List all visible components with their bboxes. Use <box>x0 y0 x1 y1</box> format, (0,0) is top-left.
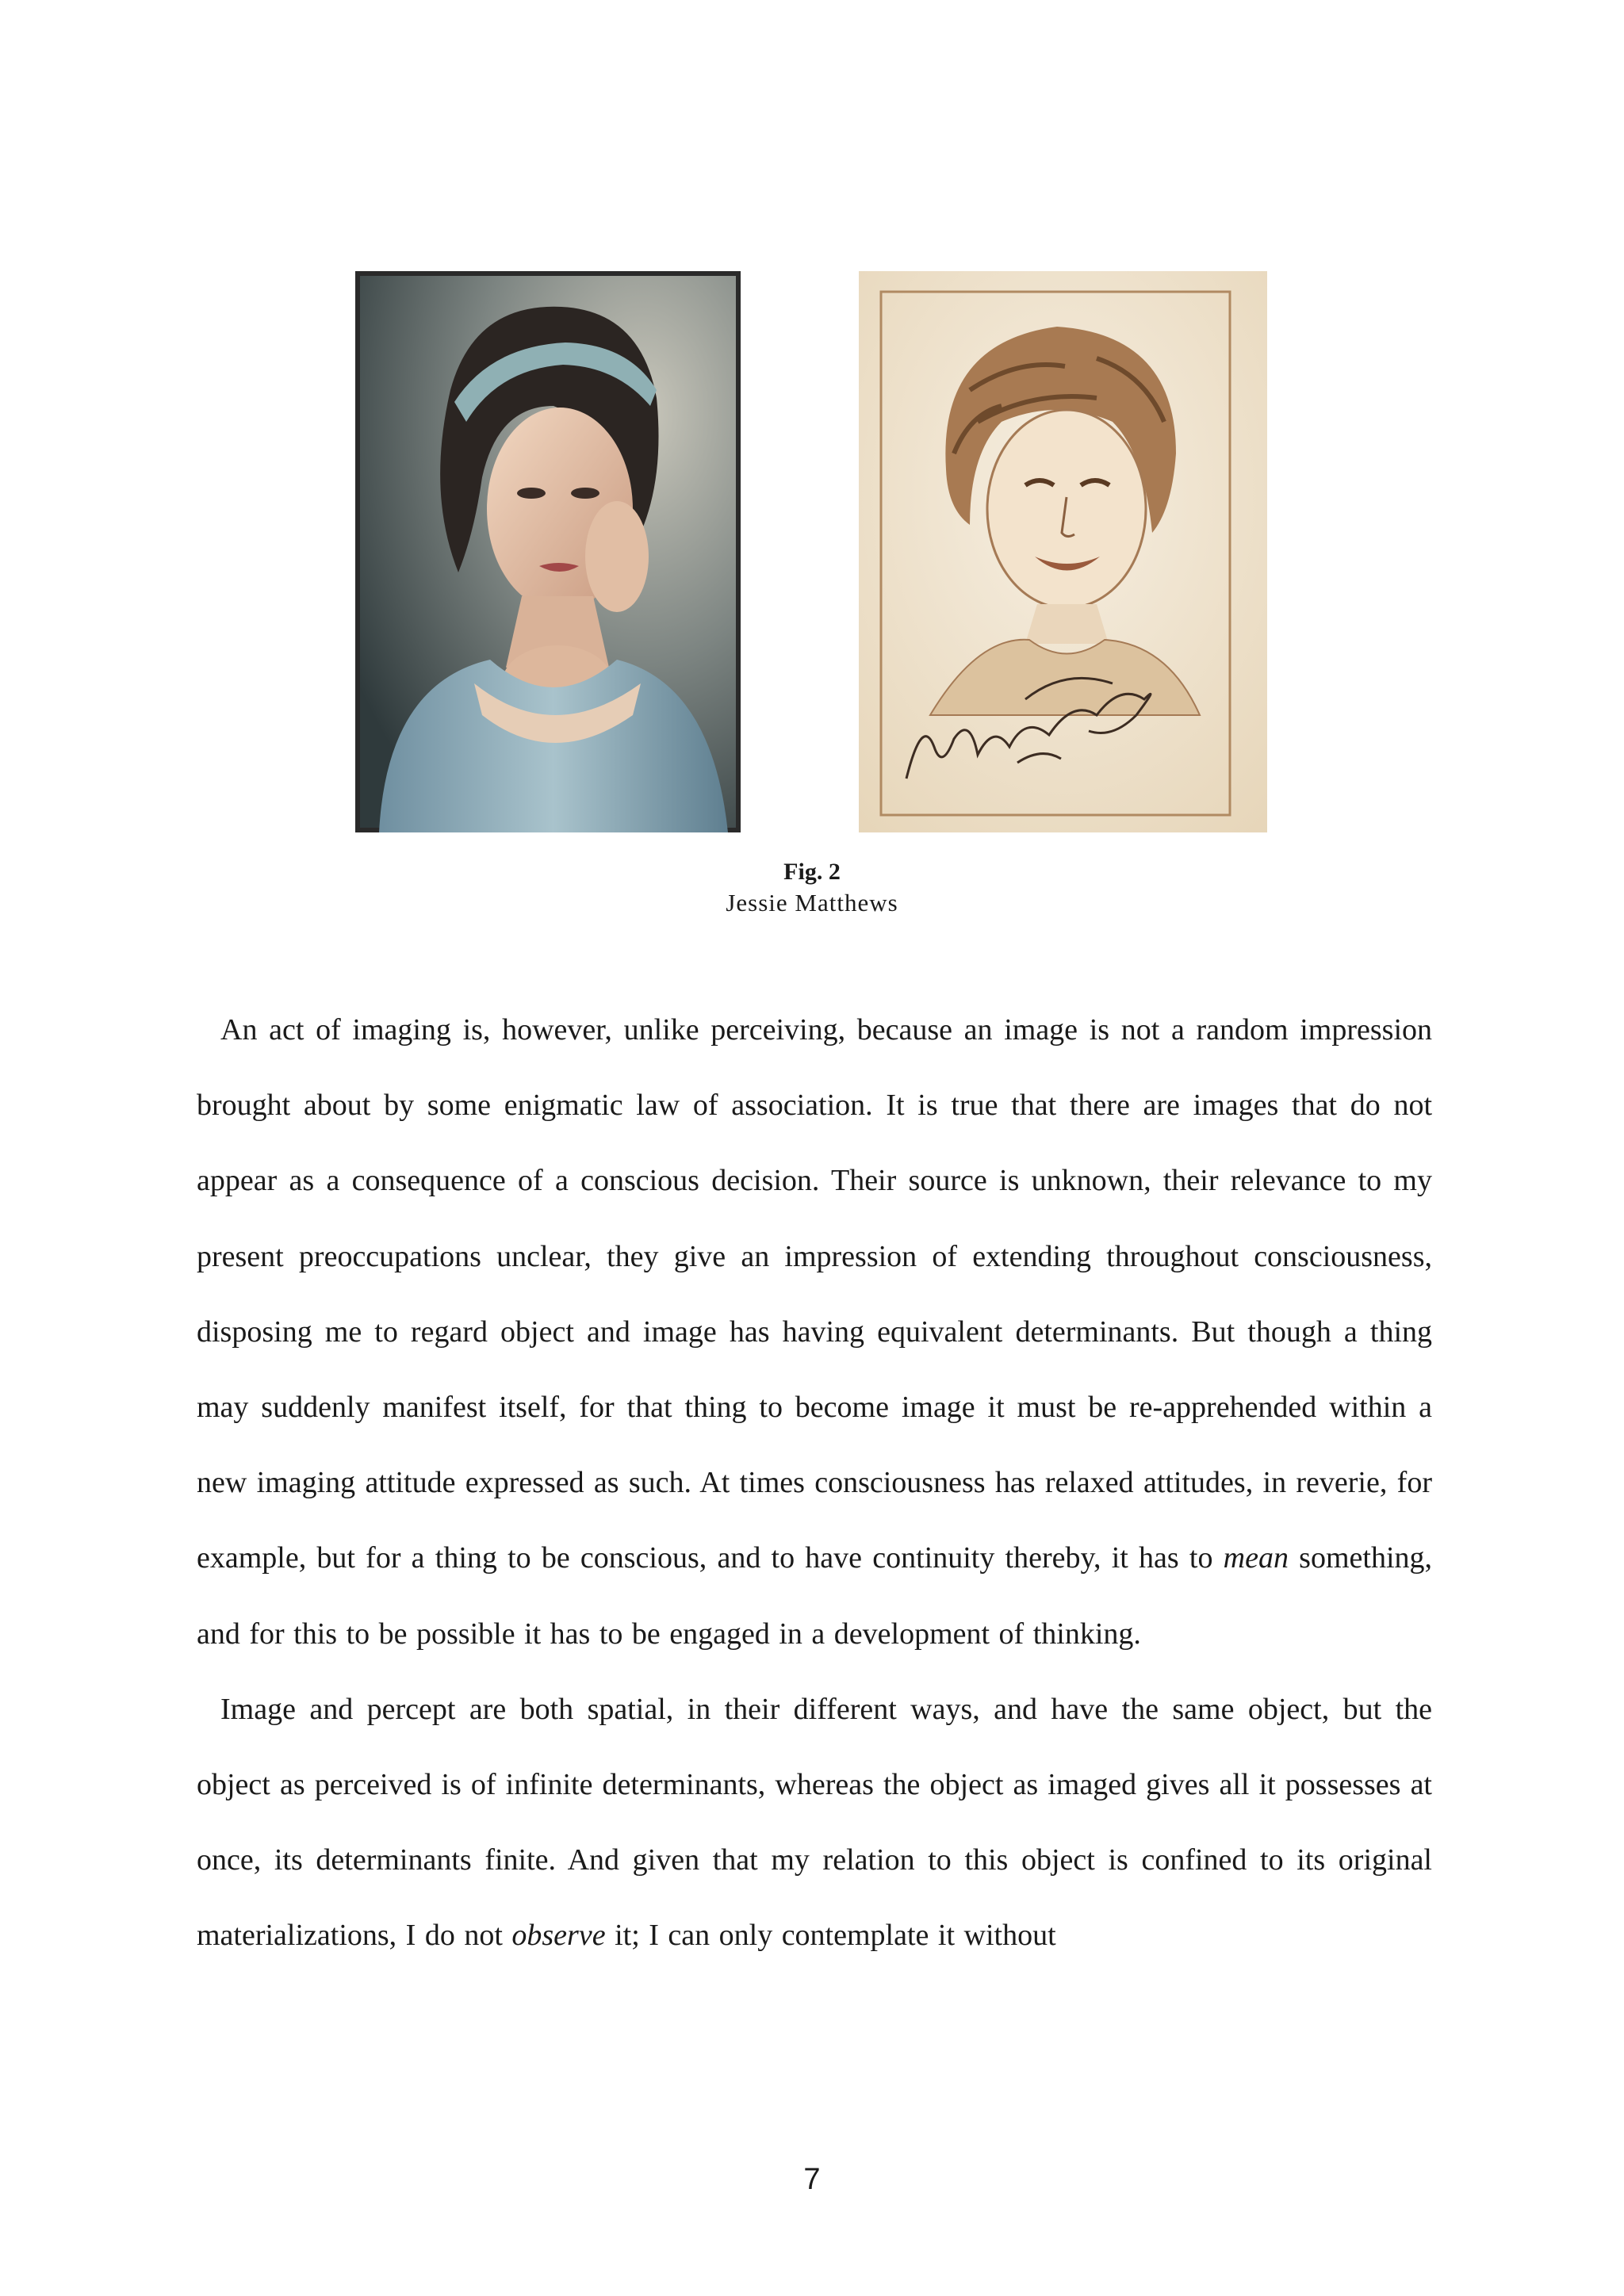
portrait-photograph-left <box>355 271 741 832</box>
paragraph-1-emphasis: mean <box>1223 1541 1289 1575</box>
figure-caption: Jessie Matthews <box>726 889 898 916</box>
figure-label: Fig. 2 <box>783 859 841 885</box>
paragraph-2-text-a: Image and percept are both spatial, in their different ways, and have the same object, but the object as perceived is of infinite determinants, whereas the object as imaged gives all it possesses at once, its determinants finite. And given that my relation to this object is confined to its original materializations, I do not <box>197 1692 1432 1953</box>
portrait-sketch-right <box>859 271 1267 832</box>
paragraph-1-text-a: An act of imaging is, however, unlike perceiving, because an image is not a random impression brought about by some enigmatic law of association. It is true that there are images that do not appear as a consequence of a conscious decision. Their source is unknown, their relevance to my present preoccupations unclear, they give an impression of extending throughout consciousness, disposing me to regard object and image has having equivalent determinants. But though a thing may suddenly manifest itself, for that thing to become image it must be re-apprehended within a new imaging attitude expressed as such. At times consciousness has relaxed attitudes, in reverie, for example, but for a thing to be conscious, and to have continuity thereby, it has to <box>197 1013 1432 1575</box>
body-text <box>197 993 1432 1974</box>
portrait-photo-left-graphic <box>355 271 741 832</box>
paragraph-1-text-b: something, and for this to be possible it has to be engaged in a development of thinking. <box>197 1541 1432 1651</box>
paragraph-1 <box>197 993 1432 1672</box>
portrait-sketch-right-graphic <box>859 271 1267 832</box>
page-number: 7 <box>803 2163 821 2196</box>
paragraph-2-text-b: it; I can only contemplate it without <box>605 1919 1056 1953</box>
paragraph-2-emphasis: observe <box>511 1919 606 1953</box>
paragraph-2 <box>197 1672 1432 1974</box>
